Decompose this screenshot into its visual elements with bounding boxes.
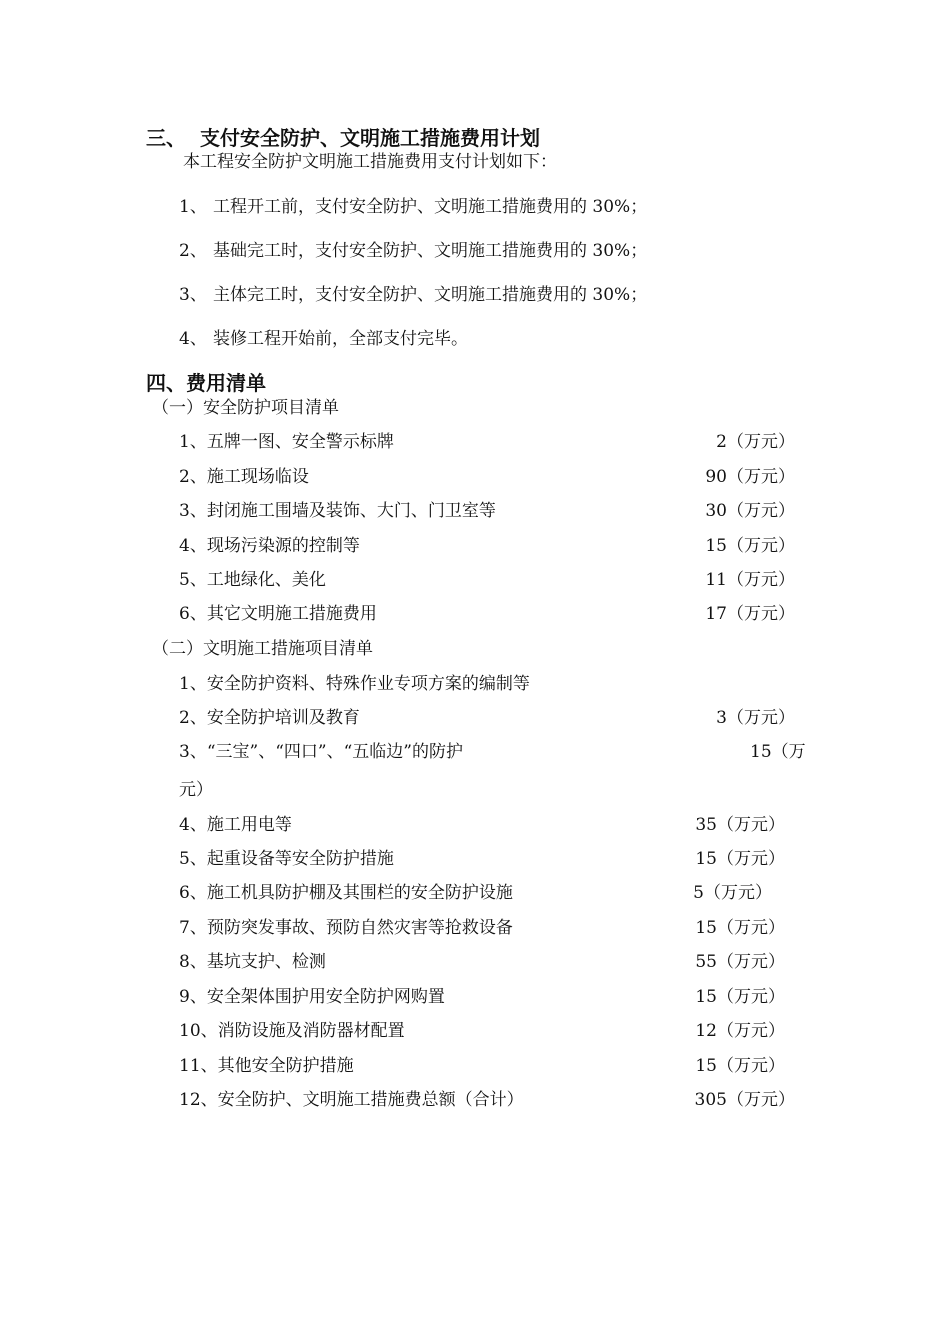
list-item-label: 3、封闭施工围墙及装饰、大门、门卫室等 <box>179 501 496 521</box>
list-item-label: 6、施工机具防护棚及其围栏的安全防护设施 <box>179 883 513 903</box>
list-item-label: 8、基坑支护、检测 <box>179 952 326 972</box>
list-item-amount: 55（万元） <box>695 952 785 972</box>
list-item-amount: 5（万元） <box>693 883 772 903</box>
list-item-amount-continuation: 元） <box>179 780 213 800</box>
list-item-label: 2、施工现场临设 <box>179 467 309 487</box>
list-item-amount: 90（万元） <box>705 467 795 487</box>
list-item-label: 2、安全防护培训及教育 <box>179 708 360 728</box>
plan-item-number: 3、 <box>179 285 207 305</box>
list-item-amount: 35（万元） <box>695 815 785 835</box>
list-item-amount-total: 305（万元） <box>694 1090 795 1110</box>
list-item-amount: 2（万元） <box>716 432 795 452</box>
list-item-label-total: 12、安全防护、文明施工措施费总额（合计） <box>179 1090 524 1110</box>
plan-item-text: 装修工程开始前，全部支付完毕。 <box>213 329 468 349</box>
list-item-amount: 15（万元） <box>695 849 785 869</box>
list-item-label: 6、其它文明施工措施费用 <box>179 604 377 624</box>
plan-item-number: 1、 <box>179 197 207 217</box>
list-item-amount: 15（万元） <box>705 536 795 556</box>
list-item-label: 7、预防突发事故、预防自然灾害等抢救设备 <box>179 918 513 938</box>
list-item-amount: 17（万元） <box>705 604 795 624</box>
plan-item-number: 4、 <box>179 329 207 349</box>
list-item-label: 1、安全防护资料、特殊作业专项方案的编制等 <box>179 674 530 694</box>
list-item-amount: 3（万元） <box>716 708 795 728</box>
list-item-label: 11、其他安全防护措施 <box>179 1056 354 1076</box>
list-item-label: 5、工地绿化、美化 <box>179 570 326 590</box>
list-item-label: 10、消防设施及消防器材配置 <box>179 1021 405 1041</box>
list-item-amount: 30（万元） <box>705 501 795 521</box>
list-item-label: 5、起重设备等安全防护措施 <box>179 849 394 869</box>
section3-intro: 本工程安全防护文明施工措施费用支付计划如下： <box>183 152 557 172</box>
list-item-label: 4、施工用电等 <box>179 815 292 835</box>
plan-item-text: 主体完工时，支付安全防护、文明施工措施费用的 30%； <box>213 285 648 305</box>
section4-heading: 四、费用清单 <box>146 371 266 395</box>
subsection-title-safety: （一）安全防护项目清单 <box>152 398 339 418</box>
list-item-amount: 15（万元） <box>695 987 785 1007</box>
list-item-amount: 15（万元） <box>695 918 785 938</box>
subsection-title-civilized: （二）文明施工措施项目清单 <box>152 639 373 659</box>
section3-heading-number: 三、 <box>146 126 186 150</box>
list-item-amount: 12（万元） <box>695 1021 785 1041</box>
list-item-amount: 15（万元） <box>695 1056 785 1076</box>
plan-item-number: 2、 <box>179 241 207 261</box>
list-item-amount: 15（万 <box>750 742 806 762</box>
list-item-label: 3、“三宝”、“四口”、“五临边”的防护 <box>179 742 463 762</box>
plan-item-text: 基础完工时，支付安全防护、文明施工措施费用的 30%； <box>213 241 648 261</box>
section3-heading: 支付安全防护、文明施工措施费用计划 <box>200 126 540 150</box>
list-item-amount: 11（万元） <box>705 570 795 590</box>
list-item-label: 1、五牌一图、安全警示标牌 <box>179 432 394 452</box>
plan-item-text: 工程开工前，支付安全防护、文明施工措施费用的 30%； <box>213 197 648 217</box>
list-item-label: 4、现场污染源的控制等 <box>179 536 360 556</box>
list-item-label: 9、安全架体围护用安全防护网购置 <box>179 987 445 1007</box>
